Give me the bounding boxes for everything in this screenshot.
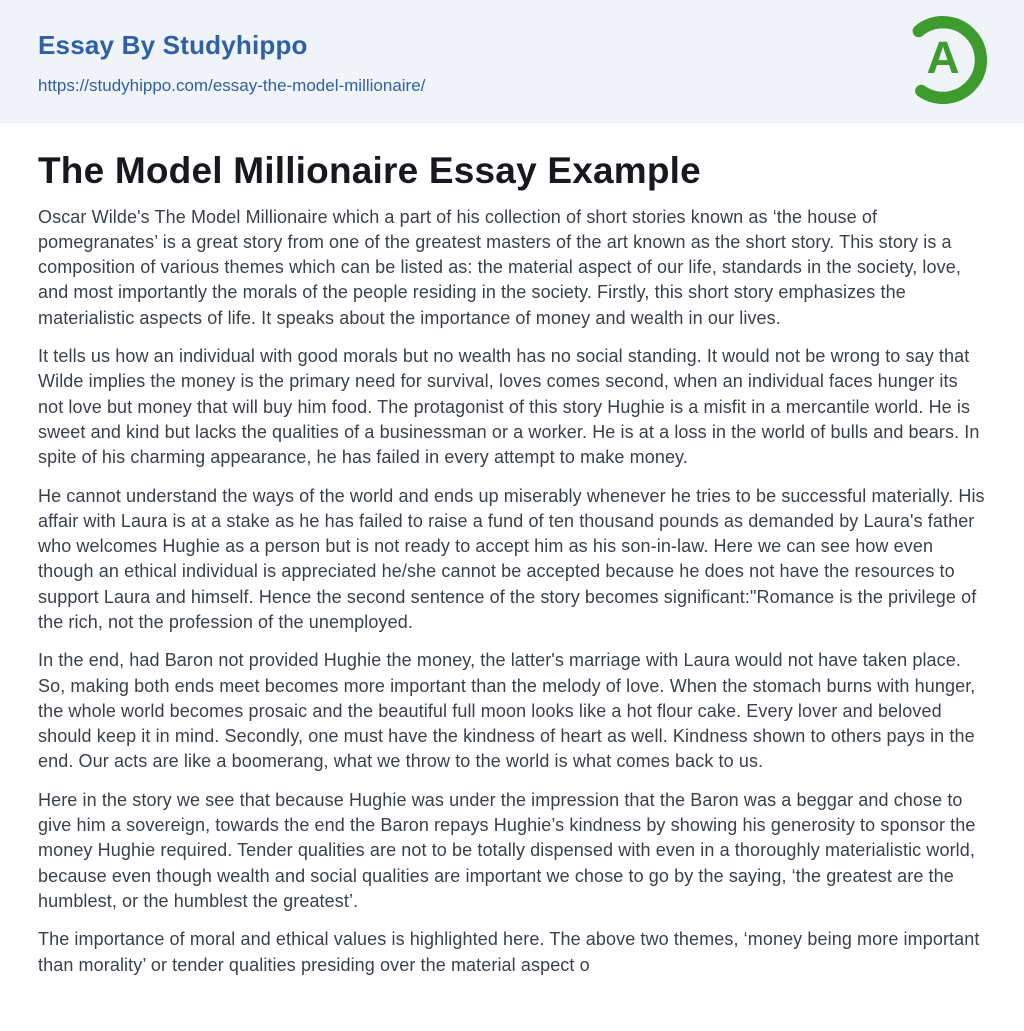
studyhippo-logo-icon [899,16,987,104]
essay-title: The Model Millionaire Essay Example [38,150,701,191]
essay-paragraph-5: Here in the story we see that because Hughie was under the impression that the Baron was a beggar and chose to give him a sovereign, towards the end the Baron repays Hughie’s kindness by showing his generosity to sponsor the money Hughie required. Tender qualities are not to be totally dispensed with even in a thoroughly materialistic world, because even though wealth and social qualities are important we chose to go by the saying, ‘the greatest are the humblest, or the humblest the greatest’. [38,789,976,911]
essay-paragraph-6: The importance of moral and ethical values is highlighted here. The above two themes, ‘money being more important than morality’ or tender qualities presiding over the material aspect o [38,929,980,975]
site-title: Essay By Studyhippo [38,30,308,60]
essay-paragraph-2: It tells us how an individual with good morals but no wealth has no social standing. It would not be wrong to say that Wilde implies the money is the primary need for survival, loves comes second, when an individual faces hunger its not love but money that will buy him food. The protagonist of this story Hughie is a misfit in a mercantile world. He is sweet and kind but lacks the qualities of a businessman or a worker. He is at a loss in the world of bulls and bears. In spite of his charming appearance, he has failed in every attempt to make money. [38,346,980,468]
essay-content [0,124,1024,1031]
essay-paragraph-1: Oscar Wilde's The Model Millionaire which a part of his collection of short stories known as ‘the house of pomegranates’ is a great story from one of the greatest masters of the art known as the short story. This story is a composition of various themes which can be listed as: the material aspect of our life, standards in the society, love, and most importantly the morals of the people residing in the society. Firstly, this short story emphasizes the materialistic aspects of life. It speaks about the importance of money and wealth in our lives. [38,206,961,328]
page-header [0,0,1024,124]
logo-letter: A [926,31,960,83]
essay-paragraph-4: In the end, had Baron not provided Hughie the money, the latter's marriage with Laura would not have taken place. So, making both ends meet becomes more important than the melody of love. When the stomach burns with hunger, the whole world becomes prosaic and the beautiful full moon looks like a hot flour cake. Every lover and beloved should keep it in mind. Secondly, one must have the kindness of heart as well. Kindness shown to others pays in the end. Our acts are like a boomerang, what we throw to the world is what comes back to us. [38,650,976,772]
essay-paragraph-3: He cannot understand the ways of the world and ends up miserably whenever he tries to be successful materially. His affair with Laura is at a stake as he has failed to raise a fund of ten thousand pounds as demanded by Laura's father who welcomes Hughie as a person but is not ready to accept him as his son-in-law. Here we can see how even though an ethical individual is appreciated he/she cannot be accepted because he does not have the resources to support Laura and himself. Hence the second sentence of the story becomes significant:"Romance is the privilege of the rich, not the profession of the unemployed. [38,485,985,632]
page-url-link[interactable]: https://studyhippo.com/essay-the-model-millionaire/ [38,76,426,96]
